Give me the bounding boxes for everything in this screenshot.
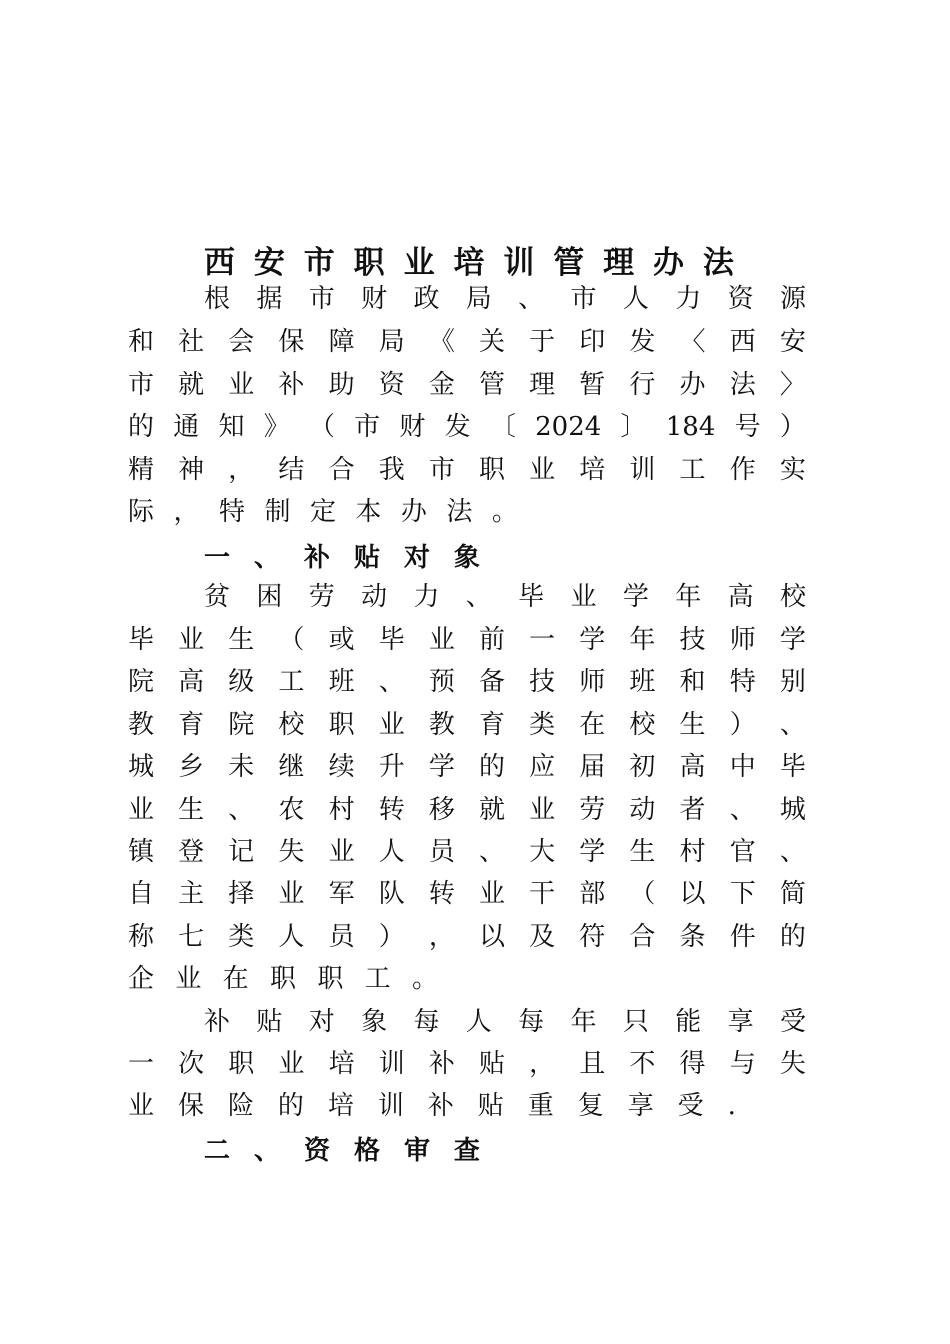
glyph: 2024	[535, 412, 602, 442]
intro-line	[128, 406, 806, 448]
glyph: 、	[253, 542, 280, 573]
glyph: 际	[128, 497, 155, 527]
glyph: 生	[629, 837, 656, 867]
glyph: 件	[729, 922, 756, 952]
glyph: 受	[779, 1007, 806, 1037]
intro-line	[128, 321, 806, 363]
glyph: 贴	[256, 1007, 283, 1037]
glyph: 。	[491, 497, 518, 527]
glyph: 育	[178, 710, 205, 740]
glyph: 业	[178, 625, 205, 655]
glyph: 技	[679, 625, 706, 655]
paragraph-line	[204, 1001, 806, 1043]
glyph: 失	[278, 837, 305, 867]
glyph: 理	[603, 244, 635, 281]
glyph: 、	[465, 582, 492, 612]
glyph: 办	[653, 244, 685, 281]
glyph: 毕	[128, 625, 155, 655]
glyph: 合	[629, 922, 656, 952]
glyph: 、	[378, 667, 405, 697]
glyph: 贴	[477, 1091, 504, 1121]
glyph: 市	[570, 284, 597, 314]
glyph: 管	[553, 244, 585, 281]
glyph: 、	[779, 837, 806, 867]
glyph: 高	[679, 752, 706, 782]
glyph: 市	[428, 455, 455, 485]
glyph: 发	[444, 412, 471, 442]
glyph: 贫	[204, 582, 231, 612]
glyph: 象	[453, 542, 480, 573]
glyph: 一	[204, 542, 231, 573]
glyph: 对	[308, 1007, 335, 1037]
section-heading-2	[204, 1127, 480, 1169]
glyph: 》	[263, 412, 290, 442]
glyph: 七	[178, 922, 205, 952]
glyph: 、	[228, 795, 255, 825]
glyph: 格	[353, 1135, 380, 1166]
glyph: 、	[779, 710, 806, 740]
glyph: 业	[128, 1091, 155, 1121]
glyph: 院	[128, 667, 155, 697]
glyph: 培	[579, 455, 606, 485]
glyph: 官	[729, 837, 756, 867]
glyph: ，	[529, 1049, 556, 1079]
glyph: 中	[729, 752, 756, 782]
glyph: 市	[303, 244, 335, 281]
glyph: 生	[679, 710, 706, 740]
glyph: 险	[227, 1091, 254, 1121]
glyph: 会	[228, 327, 255, 357]
glyph: 校	[629, 710, 656, 740]
glyph: 资	[378, 370, 405, 400]
glyph: 就	[478, 795, 505, 825]
glyph: 市	[354, 412, 381, 442]
glyph: 重	[527, 1091, 554, 1121]
glyph: 次	[178, 1049, 205, 1079]
glyph: 业	[529, 455, 556, 485]
glyph: 农	[278, 795, 305, 825]
paragraph-line	[204, 576, 806, 618]
glyph: 生	[178, 795, 205, 825]
glyph: 通	[173, 412, 200, 442]
glyph: 院	[228, 710, 255, 740]
glyph: 补	[427, 1091, 454, 1121]
glyph: 工	[364, 964, 391, 994]
glyph: 训	[378, 1049, 405, 1079]
glyph: 知	[218, 412, 245, 442]
glyph: 动	[361, 582, 388, 612]
glyph: 〈	[679, 327, 706, 357]
glyph: 社	[178, 327, 205, 357]
glyph: 毕	[378, 625, 405, 655]
glyph: 的	[779, 922, 806, 952]
intro-line	[204, 278, 806, 320]
glyph: 管	[478, 370, 505, 400]
glyph: 应	[529, 752, 556, 782]
glyph: 〉	[779, 370, 806, 400]
glyph: 审	[403, 1135, 430, 1166]
paragraph-line	[128, 831, 806, 873]
glyph: 西	[729, 327, 756, 357]
glyph: 安	[779, 327, 806, 357]
glyph: 业	[328, 837, 355, 867]
paragraph-line	[128, 873, 806, 915]
glyph: 受	[677, 1091, 704, 1121]
glyph: 村	[328, 795, 355, 825]
glyph: 号	[734, 412, 761, 442]
glyph: 金	[428, 370, 455, 400]
glyph: 学	[779, 625, 806, 655]
glyph: 、	[729, 795, 756, 825]
glyph: 源	[779, 284, 806, 314]
glyph: 补	[428, 1049, 455, 1079]
paragraph-line	[128, 661, 806, 703]
glyph: 困	[256, 582, 283, 612]
glyph: 。	[411, 964, 438, 994]
glyph: 实	[779, 455, 806, 485]
glyph: 业	[403, 244, 435, 281]
glyph: 军	[328, 879, 355, 909]
glyph: 二	[204, 1135, 231, 1166]
glyph: 职	[269, 964, 296, 994]
glyph: 动	[629, 795, 656, 825]
paragraph-line	[128, 1043, 806, 1085]
glyph: 人	[465, 1007, 492, 1037]
glyph: 培	[327, 1091, 354, 1121]
glyph: 年	[570, 1007, 597, 1037]
paragraph-line	[128, 619, 806, 661]
paragraph-line	[128, 704, 806, 746]
glyph: 行	[629, 370, 656, 400]
glyph: 市	[308, 284, 335, 314]
glyph: 职	[317, 964, 344, 994]
glyph: 以	[679, 879, 706, 909]
glyph: ，	[228, 455, 255, 485]
glyph: 继	[278, 752, 305, 782]
glyph: 的	[128, 412, 155, 442]
glyph: 教	[428, 710, 455, 740]
paragraph-line	[128, 789, 806, 831]
glyph: 续	[328, 752, 355, 782]
glyph: 保	[177, 1091, 204, 1121]
glyph: 预	[428, 667, 455, 697]
glyph: 我	[378, 455, 405, 485]
glyph: 符	[579, 922, 606, 952]
intro-line	[128, 491, 518, 533]
glyph: 简	[779, 879, 806, 909]
glyph: 本	[355, 497, 382, 527]
document-title	[204, 236, 734, 282]
glyph: .	[727, 1091, 736, 1121]
glyph: 培	[328, 1049, 355, 1079]
glyph: 育	[478, 710, 505, 740]
glyph: 自	[128, 879, 155, 909]
glyph: 法	[446, 497, 473, 527]
glyph: 企	[128, 964, 155, 994]
glyph: 前	[478, 625, 505, 655]
glyph: 障	[328, 327, 355, 357]
glyph: 补	[303, 542, 330, 573]
glyph: 职	[328, 710, 355, 740]
glyph: 部	[579, 879, 606, 909]
glyph: 局	[465, 284, 492, 314]
glyph: 班	[328, 667, 355, 697]
glyph: 对	[403, 542, 430, 573]
glyph: 每	[518, 1007, 545, 1037]
glyph: 工	[278, 667, 305, 697]
glyph: 办	[679, 370, 706, 400]
glyph: 师	[579, 667, 606, 697]
glyph: ）	[779, 412, 806, 442]
glyph: 能	[675, 1007, 702, 1037]
glyph: 校	[278, 710, 305, 740]
glyph: 高	[178, 667, 205, 697]
glyph: 定	[309, 497, 336, 527]
glyph: 班	[629, 667, 656, 697]
glyph: 学	[622, 582, 649, 612]
glyph: 神	[178, 455, 205, 485]
glyph: 业	[175, 964, 202, 994]
section-heading-1	[204, 534, 480, 576]
glyph: 每	[413, 1007, 440, 1037]
glyph: 财	[361, 284, 388, 314]
glyph: 登	[178, 837, 205, 867]
glyph: 享	[627, 1091, 654, 1121]
glyph: ）	[378, 922, 405, 952]
glyph: 力	[413, 582, 440, 612]
glyph: 业	[278, 1049, 305, 1079]
glyph: 享	[727, 1007, 754, 1037]
glyph: 〕	[620, 412, 647, 442]
glyph: 业	[529, 795, 556, 825]
glyph: ）	[729, 710, 756, 740]
glyph: 初	[629, 752, 656, 782]
glyph: 、	[478, 837, 505, 867]
glyph: 年	[675, 582, 702, 612]
glyph: 局	[378, 327, 405, 357]
glyph: 员	[428, 837, 455, 867]
glyph: 人	[622, 284, 649, 314]
glyph: 特	[218, 497, 245, 527]
glyph: 训	[503, 244, 535, 281]
glyph: 资	[727, 284, 754, 314]
glyph: 业	[478, 879, 505, 909]
glyph: 补	[278, 370, 305, 400]
glyph: 职	[228, 1049, 255, 1079]
glyph: 技	[529, 667, 556, 697]
glyph: 西	[204, 244, 235, 281]
glyph: 大	[529, 837, 556, 867]
glyph: 主	[178, 879, 205, 909]
glyph: 政	[413, 284, 440, 314]
glyph: 办	[400, 497, 427, 527]
glyph: 员	[328, 922, 355, 952]
glyph: （	[308, 412, 335, 442]
glyph: 届	[579, 752, 606, 782]
glyph: 劳	[308, 582, 335, 612]
glyph: 制	[264, 497, 291, 527]
glyph: 学	[428, 752, 455, 782]
glyph: 类	[228, 922, 255, 952]
glyph: 象	[361, 1007, 388, 1037]
glyph: 资	[303, 1135, 330, 1166]
glyph: 印	[579, 327, 606, 357]
glyph: 职	[353, 244, 385, 281]
glyph: 且	[579, 1049, 606, 1079]
glyph: 不	[629, 1049, 656, 1079]
glyph: 移	[428, 795, 455, 825]
glyph: 学	[579, 837, 606, 867]
glyph: 或	[328, 625, 355, 655]
glyph: （	[629, 879, 656, 909]
paragraph-line	[128, 746, 806, 788]
glyph: 者	[679, 795, 706, 825]
glyph: 保	[278, 327, 305, 357]
glyph: 结	[278, 455, 305, 485]
glyph: 在	[579, 710, 606, 740]
glyph: 贴	[478, 1049, 505, 1079]
glyph: 〔	[489, 412, 516, 442]
glyph: 级	[228, 667, 255, 697]
glyph: 理	[529, 370, 556, 400]
glyph: 一	[128, 1049, 155, 1079]
glyph: 业	[378, 710, 405, 740]
glyph: 就	[178, 370, 205, 400]
glyph: 别	[779, 667, 806, 697]
glyph: 工	[679, 455, 706, 485]
glyph: 未	[228, 752, 255, 782]
glyph: 师	[729, 625, 756, 655]
glyph: 升	[378, 752, 405, 782]
glyph: 根	[204, 284, 231, 314]
glyph: 毕	[779, 752, 806, 782]
glyph: 补	[204, 1007, 231, 1037]
glyph: 精	[128, 455, 155, 485]
glyph: 于	[529, 327, 556, 357]
glyph: ，	[428, 922, 455, 952]
glyph: 人	[278, 922, 305, 952]
glyph: 镇	[128, 837, 155, 867]
glyph: 城	[779, 795, 806, 825]
glyph: 业	[228, 370, 255, 400]
glyph: 一	[529, 625, 556, 655]
glyph: 暂	[579, 370, 606, 400]
glyph: 劳	[579, 795, 606, 825]
glyph: 业	[128, 795, 155, 825]
glyph: 和	[128, 327, 155, 357]
glyph: 复	[577, 1091, 604, 1121]
glyph: 择	[228, 879, 255, 909]
glyph: 校	[779, 582, 806, 612]
paragraph-line	[128, 1085, 736, 1127]
glyph: 业	[278, 879, 305, 909]
glyph: 作	[729, 455, 756, 485]
glyph: 学	[579, 625, 606, 655]
glyph: 184	[665, 412, 716, 442]
glyph: 职	[478, 455, 505, 485]
glyph: 干	[529, 879, 556, 909]
glyph: 合	[328, 455, 355, 485]
glyph: 助	[328, 370, 355, 400]
glyph: 记	[228, 837, 255, 867]
glyph: ，	[173, 497, 200, 527]
glyph: 教	[128, 710, 155, 740]
glyph: 发	[629, 327, 656, 357]
glyph: 特	[729, 667, 756, 697]
glyph: 生	[228, 625, 255, 655]
glyph: 毕	[518, 582, 545, 612]
glyph: 及	[529, 922, 556, 952]
glyph: 人	[378, 837, 405, 867]
glyph: 、	[253, 1135, 280, 1166]
glyph: 以	[478, 922, 505, 952]
glyph: 关	[478, 327, 505, 357]
glyph: 财	[399, 412, 426, 442]
glyph: 失	[779, 1049, 806, 1079]
glyph: 转	[428, 879, 455, 909]
glyph: 村	[679, 837, 706, 867]
glyph: 队	[378, 879, 405, 909]
glyph: 得	[679, 1049, 706, 1079]
glyph: 转	[378, 795, 405, 825]
glyph: 查	[453, 1135, 480, 1166]
glyph: 的	[277, 1091, 304, 1121]
glyph: 城	[128, 752, 155, 782]
glyph: 市	[128, 370, 155, 400]
glyph: 业	[570, 582, 597, 612]
glyph: 高	[727, 582, 754, 612]
glyph: 只	[622, 1007, 649, 1037]
glyph: 在	[222, 964, 249, 994]
glyph: 和	[679, 667, 706, 697]
intro-line	[128, 449, 806, 491]
paragraph-line	[128, 916, 806, 958]
glyph: 的	[478, 752, 505, 782]
glyph: 称	[128, 922, 155, 952]
glyph: 条	[679, 922, 706, 952]
glyph: 《	[428, 327, 455, 357]
paragraph-line	[128, 958, 438, 1000]
glyph: 法	[729, 370, 756, 400]
glyph: 业	[428, 625, 455, 655]
glyph: 训	[377, 1091, 404, 1121]
glyph: 培	[453, 244, 485, 281]
glyph: 、	[518, 284, 545, 314]
glyph: 备	[478, 667, 505, 697]
glyph: 乡	[178, 752, 205, 782]
glyph: 据	[256, 284, 283, 314]
intro-line	[128, 364, 806, 406]
glyph: 类	[529, 710, 556, 740]
glyph: （	[278, 625, 305, 655]
glyph: 下	[729, 879, 756, 909]
glyph: 力	[675, 284, 702, 314]
glyph: 法	[702, 244, 734, 281]
glyph: 训	[629, 455, 656, 485]
glyph: 与	[729, 1049, 756, 1079]
glyph: 安	[253, 244, 285, 281]
glyph: 年	[629, 625, 656, 655]
glyph: 贴	[353, 542, 380, 573]
